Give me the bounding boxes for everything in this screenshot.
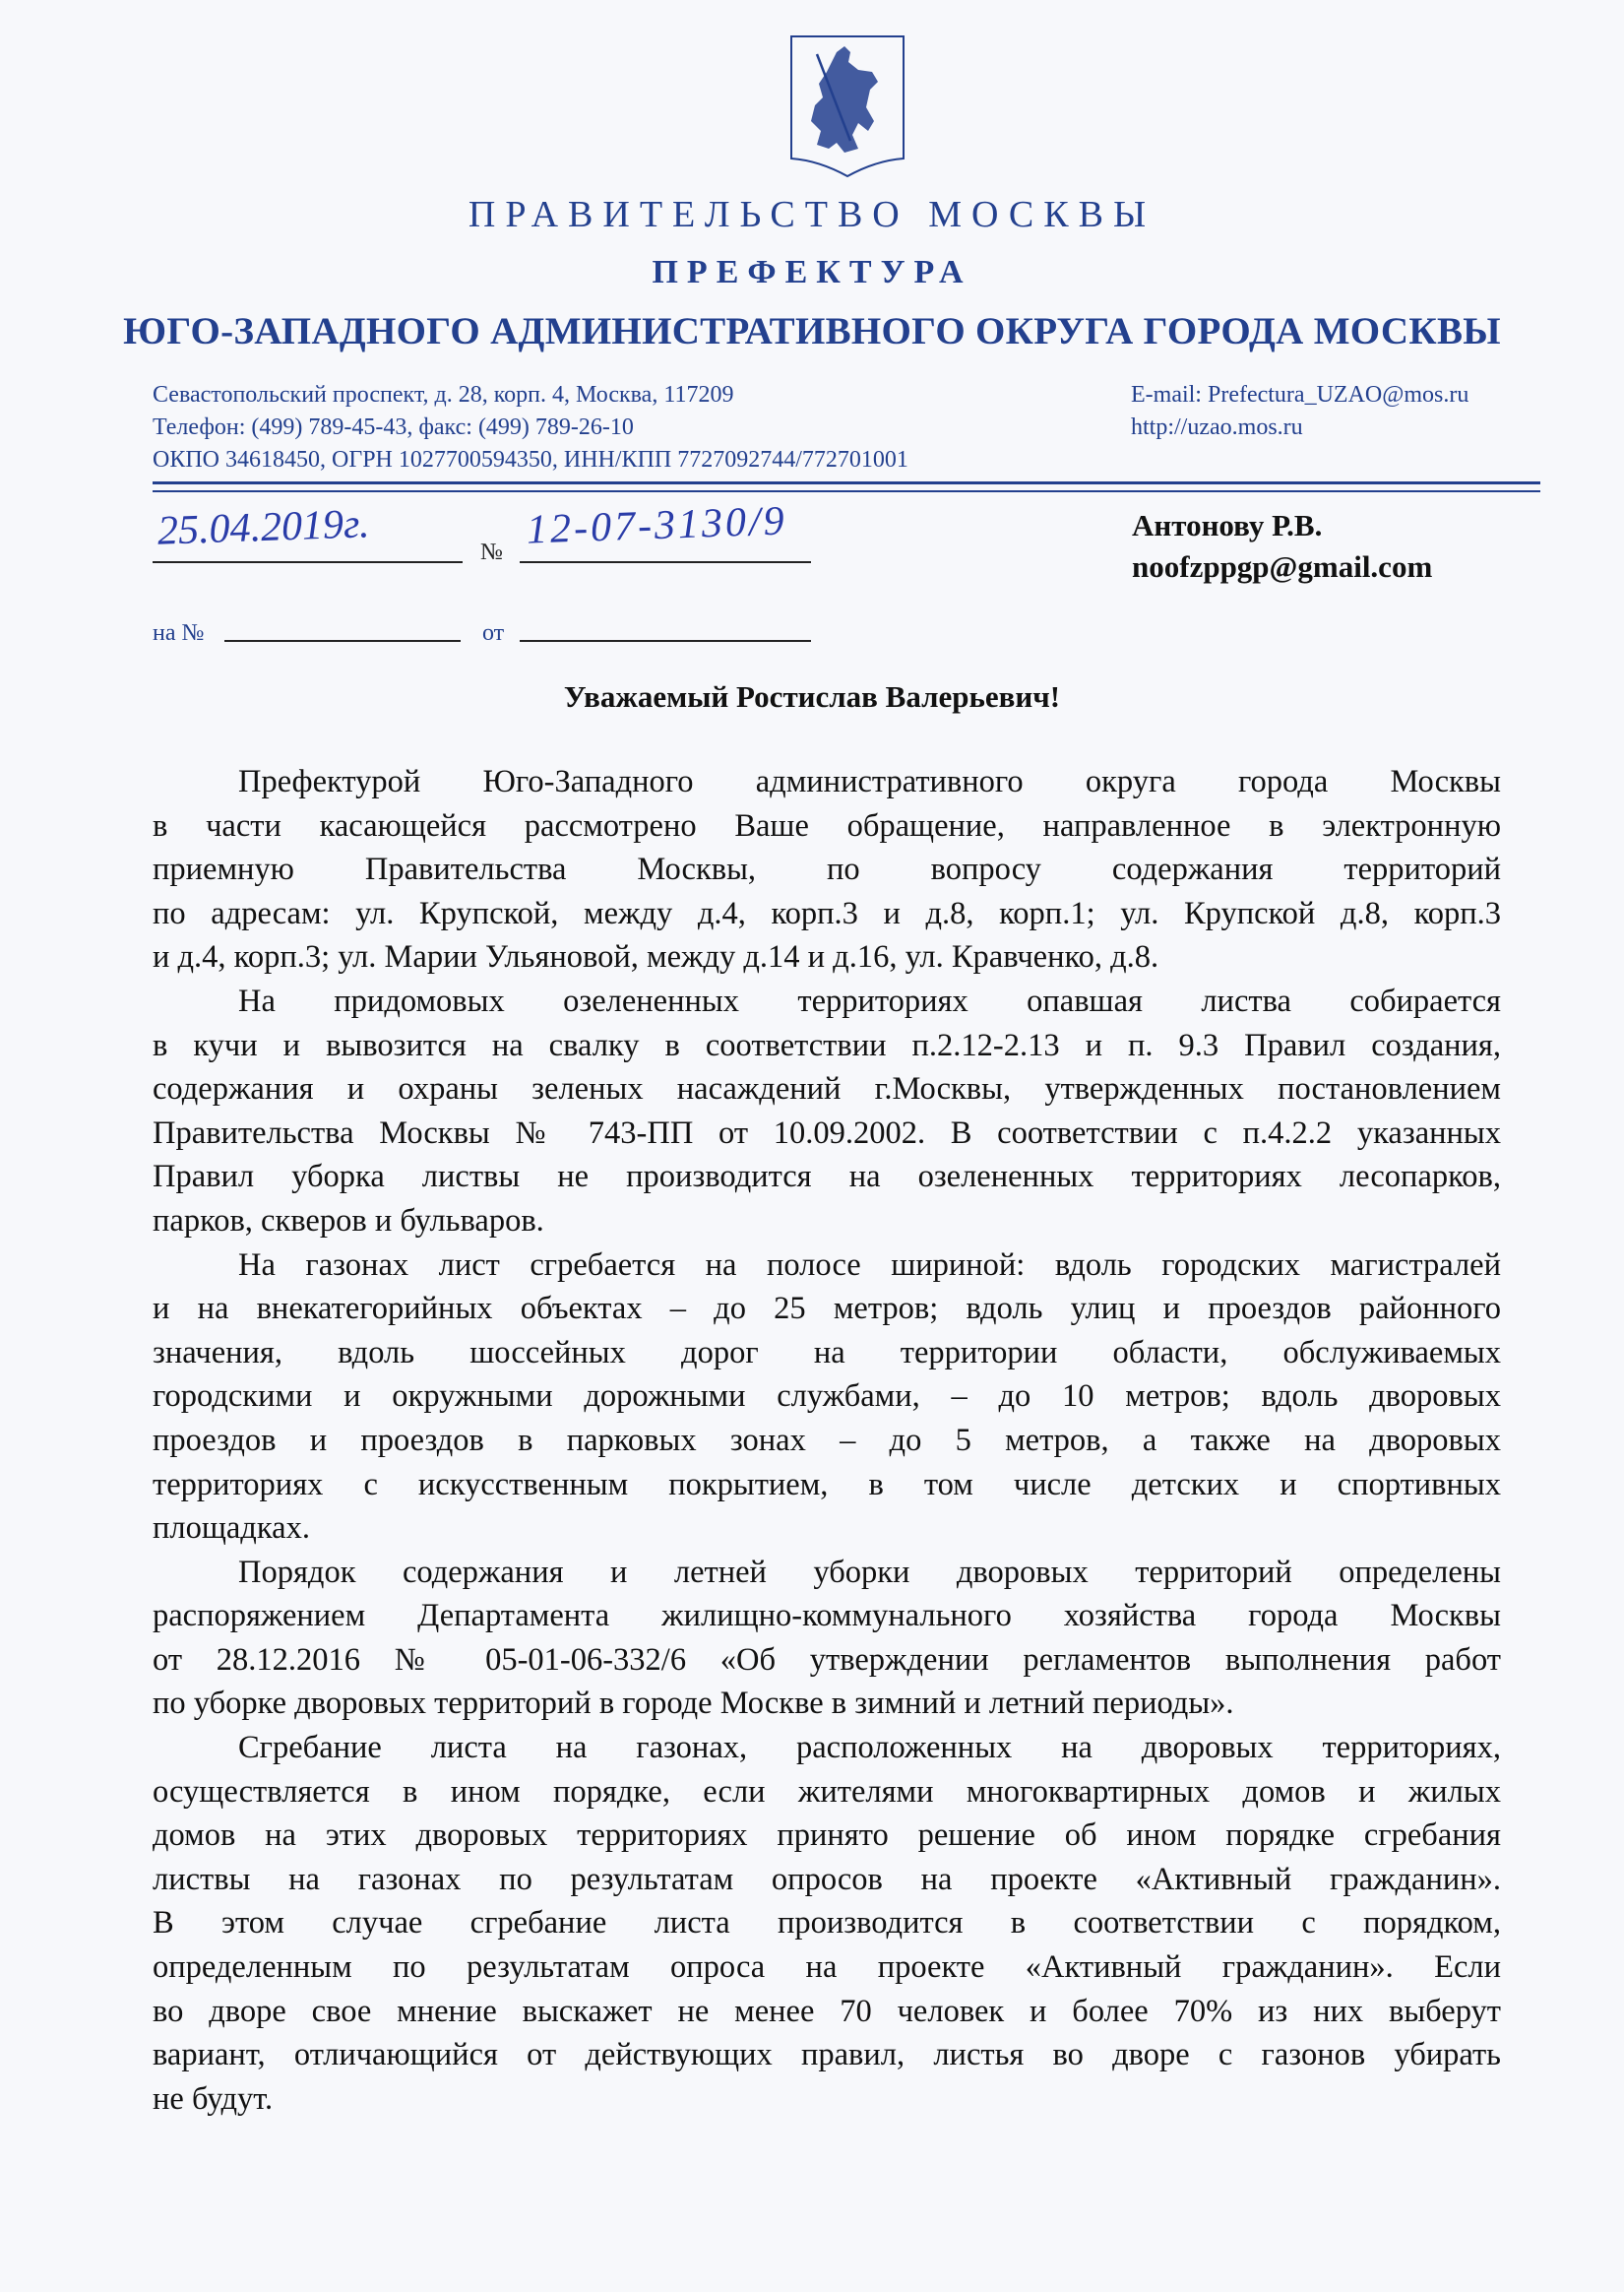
paragraph-line: Сгребание листа на газонах, расположенных на дворовых территориях, <box>238 1730 1501 1766</box>
paragraph-line: Порядок содержания и летней уборки дворовых территорий определены <box>238 1554 1501 1590</box>
number-sign: № <box>480 540 503 565</box>
paragraph-line: проездов и проездов в парковых зонах – до 5 метров, а также на дворовых <box>153 1422 1501 1458</box>
paragraph-line: и на внекатегорийных объектах – до 25 метров; вдоль улиц и проездов районного <box>153 1291 1501 1327</box>
contact-block-left <box>153 379 908 477</box>
website-link: http://uzao.mos.ru <box>1131 414 1303 440</box>
salutation: Уважаемый Ростислав Валерьевич! <box>563 679 1061 714</box>
paragraph-line: листвы на газонах по результатам опросов на проекте «Активный гражданин». <box>153 1861 1501 1897</box>
paragraph-line: городскими и окружными дорожными службами, – до 10 метров; вдоль дворовых <box>153 1378 1501 1415</box>
paragraph-line: определенным по результатам опроса на проекте «Активный гражданин». Если <box>153 1949 1501 1986</box>
body-paragraph <box>153 1551 1501 1726</box>
paragraph-line: осуществляется в ином порядке, если жителями многоквартирных домов и жилых <box>153 1773 1501 1810</box>
paragraph-line: в кучи и вывозится на свалку в соответствии п.2.12-2.13 и п. 9.3 Правил создания, <box>153 1027 1501 1063</box>
addressee-name: Антонову Р.В. <box>1132 508 1323 542</box>
body-paragraph <box>153 1726 1501 2121</box>
registration-codes: ОКПО 34618450, ОГРН 1027700594350, ИНН/КПП 7727092744/772701001 <box>153 447 908 473</box>
header-divider-bottom <box>153 490 1540 492</box>
addressee-email: noofzppgp@gmail.com <box>1132 549 1433 584</box>
paragraph-line: в части касающейся рассмотрено Ваше обращение, направленное в электронную <box>153 807 1501 844</box>
district-title: ЮГО-ЗАПАДНОГО АДМИНИСТРАТИВНОГО ОКРУГА ГОРОДА МОСКВЫ <box>123 310 1501 352</box>
addressee <box>1132 505 1432 588</box>
body-paragraph <box>153 1243 1501 1551</box>
paragraph-line: Правил уборка листвы не производится на озелененных территориях лесопарков, <box>153 1159 1501 1195</box>
paragraph-line: вариант, отличающийся от действующих правил, листья во дворе с газонов убирать <box>153 2037 1501 2073</box>
letter-body <box>153 760 1501 2121</box>
body-paragraph <box>153 980 1501 1243</box>
reference-number-line <box>224 640 461 642</box>
paragraph-line: парков, скверов и бульваров. <box>153 1202 544 1239</box>
paragraph-line: На придомовых озелененных территориях опавшая листва собирается <box>238 983 1501 1019</box>
paragraph-line: территориях с искусственным покрытием, в том числе детских и спортивных <box>153 1466 1501 1502</box>
reference-number-label: на № <box>153 620 205 646</box>
handwritten-outgoing-number: 12-07-3130/9 <box>526 498 788 553</box>
paragraph-line: и д.4, корп.3; ул. Марии Ульяновой, между д.14 и д.16, ул. Кравченко, д.8. <box>153 939 1159 976</box>
reference-date-label: от <box>482 620 505 646</box>
paragraph-line: не будут. <box>153 2080 274 2117</box>
paragraph-line: площадках. <box>153 1510 310 1547</box>
phone-fax: Телефон: (499) 789-45-43, факс: (499) 789-26-10 <box>153 414 634 440</box>
paragraph-line: по уборке дворовых территорий в городе Москве в зимний и летний периоды». <box>153 1686 1234 1722</box>
paragraph-line: по адресам: ул. Крупской, между д.4, корп.3 и д.8, корп.1; ул. Крупской д.8, корп.3 <box>153 895 1501 931</box>
postal-address: Севастопольский проспект, д. 28, корп. 4, Москва, 117209 <box>153 382 734 408</box>
body-paragraph <box>153 760 1501 980</box>
paragraph-line: домов на этих дворовых территориях принято решение об ином порядке сгребания <box>153 1817 1501 1854</box>
email-link: E-mail: Prefectura_UZAO@mos.ru <box>1131 382 1469 408</box>
prefecture-title: ПРЕФЕКТУРА <box>652 254 972 290</box>
date-underline <box>153 561 463 563</box>
paragraph-line: Префектурой Юго-Западного административного округа города Москвы <box>238 764 1501 799</box>
paragraph-line: во дворе свое мнение выскажет не менее 70 человек и более 70% из них выберут <box>153 1993 1501 2029</box>
contact-block-right <box>1131 379 1468 444</box>
moscow-coat-of-arms-emblem <box>787 32 907 180</box>
paragraph-line: распоряжением Департамента жилищно-коммунального хозяйства города Москвы <box>153 1598 1501 1634</box>
paragraph-line: Правительства Москвы № 743-ПП от 10.09.2002. В соответствии с п.4.2.2 указанных <box>153 1114 1501 1151</box>
handwritten-date: 25.04.2019г. <box>156 501 371 554</box>
paragraph-line: На газонах лист сгребается на полосе шириной: вдоль городских магистралей <box>238 1246 1501 1283</box>
paragraph-line: приемную Правительства Москвы, по вопросу содержания территорий <box>153 852 1501 888</box>
paragraph-line: от 28.12.2016 № 05-01-06-332/6 «Об утверждении регламентов выполнения работ <box>153 1641 1501 1678</box>
paragraph-line: В этом случае сгребание листа производится в соответствии с порядком, <box>153 1905 1501 1942</box>
paragraph-line: значения, вдоль шоссейных дорог на территории области, обслуживаемых <box>153 1334 1501 1370</box>
number-underline <box>520 561 811 563</box>
header-divider-top <box>153 481 1540 484</box>
reference-date-line <box>520 640 811 642</box>
paragraph-line: содержания и охраны зеленых насаждений г.Москвы, утвержденных постановлением <box>153 1071 1501 1108</box>
government-title: ПРАВИТЕЛЬСТВО МОСКВЫ <box>468 194 1156 235</box>
